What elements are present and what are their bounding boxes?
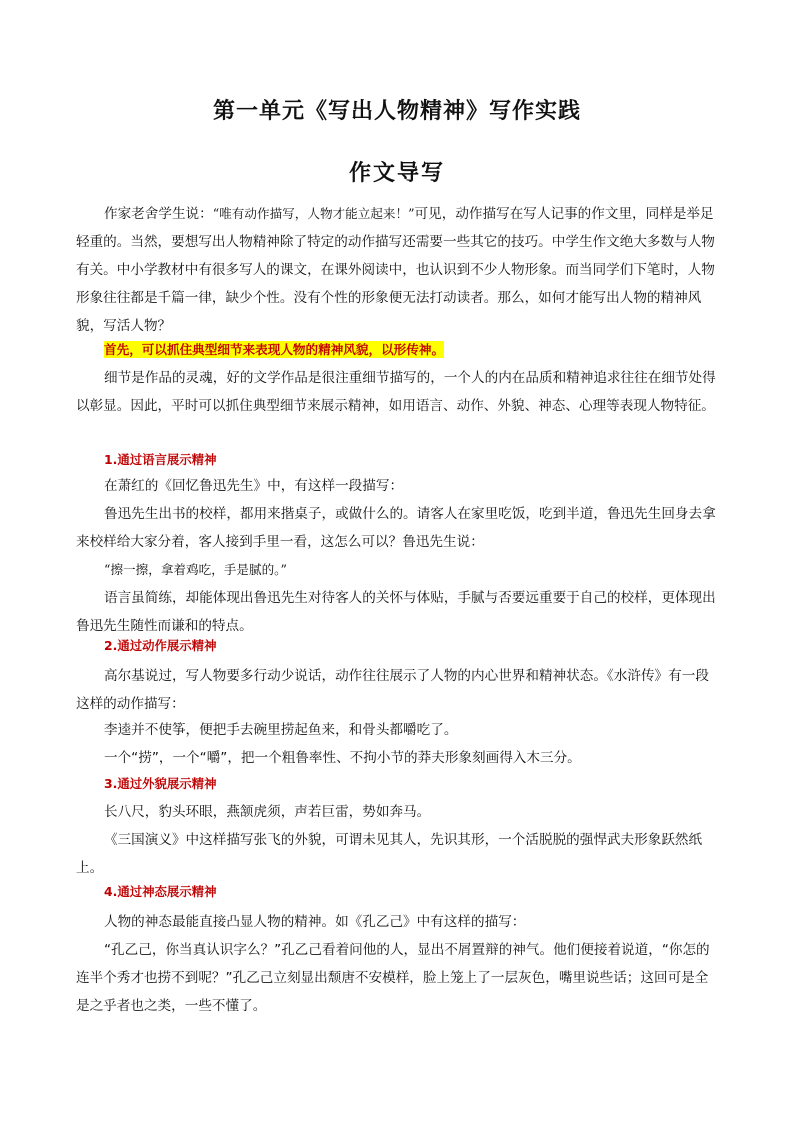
document-title: 第一单元《写出人物精神》写作实践 [212, 98, 581, 124]
key-point-highlight: 首先，可以抓住典型细节来表现人物的精神风貌，以形传神。 [104, 342, 445, 357]
intro-lead: 作家老舍学生说： [104, 206, 213, 222]
intro-quote: “唯有动作描写，人物才能立起来！” [212, 206, 415, 221]
section3-paragraph-2: 《三国演义》中这样描写张飞的外貌，可谓未见其人，先识其形，一个活脱脱的强悍武夫形象跃然纸上。 [76, 832, 703, 876]
section1-paragraph-4: 语言虽简练，却能体现出鲁迅先生对待客人的关怀与体贴，手腻与否要远重要于自己的校样，更体现出鲁迅先生随性而谦和的特点。 [76, 590, 716, 634]
intro-rest: 可见，动作描写在写人记事的作文里，同样是举足轻重的。当然，要想写出人物精神除了特定的动作描写还需要一些其它的技巧。中学生作文绝大多数与人物有关。中小学教材中有很多写人的课文，在课外阅读中，也认识到不少人物形象。而当同学们下笔时，人物形象往往都是千篇一律，缺少个性。没有个性的形象便无法打动读者。那么，如何才能写出人物的精神风貌，写活人物？ [76, 206, 715, 334]
section1-quote: “擦一擦，拿着鸡吃，手是腻的。” [104, 562, 287, 577]
section2-paragraph-1: 高尔基说过，写人物要多行动少说话，动作往往展示了人物的内心世界和精神状态。《水浒传》有一段这样的动作描写： [76, 668, 709, 712]
section2-paragraph-2: 李逵并不使筝，便把手去碗里捞起鱼来，和骨头都嚼吃了。 [104, 722, 458, 738]
document-subtitle: 作文导写 [348, 160, 445, 186]
section4-paragraph-1: 人物的神态最能直接凸显人物的精神。如《孔乙己》中有这样的描写： [104, 914, 526, 930]
key-point-paragraph [76, 336, 719, 364]
detail-paragraph: 细节是作品的灵魂，好的文学作品是很注重细节描写的，一个人的内在品质和精神追求往往在细节处得以彰显。因此，平时可以抓住典型细节来展示精神，如用语言、动作、外貌、神态、心理等表现人物特征。 [76, 370, 716, 414]
section-heading-expression: 4.通过神态展示精神 [104, 884, 217, 899]
section2-paragraph-3: 一个“捞”，一个“嚼”，把一个粗鲁率性、不拘小节的莽夫形象刻画得入木三分。 [104, 750, 581, 766]
section-heading-action: 2.通过动作展示精神 [104, 638, 217, 653]
section1-paragraph-2: 鲁迅先生出书的校样，都用来揩桌子，或做什么的。请客人在家里吃饭，吃到半道，鲁迅先生回身去拿来校样给大家分着，客人接到手里一看，这怎么可以？鲁迅先生说： [76, 506, 716, 550]
intro-paragraph [76, 200, 719, 340]
section3-paragraph-1: 长八尺，豹头环眼，燕颔虎须，声若巨雷，势如奔马。 [104, 804, 431, 820]
section-heading-appearance: 3.通过外貌展示精神 [104, 776, 217, 791]
section-heading-language: 1.通过语言展示精神 [104, 452, 217, 467]
section4-paragraph-2: “孔乙己，你当真认识字么？”孔乙己看着问他的人，显出不屑置辩的神气。他们便接着说道，“你怎的连半个秀才也捞不到呢？”孔乙己立刻显出颓唐不安模样，脸上笼上了一层灰色，嘴里说些话；这回可是全是之乎者也之类，一些不懂了。 [76, 942, 710, 1014]
section1-paragraph-1: 在萧红的《回忆鲁迅先生》中，有这样一段描写： [104, 478, 404, 494]
